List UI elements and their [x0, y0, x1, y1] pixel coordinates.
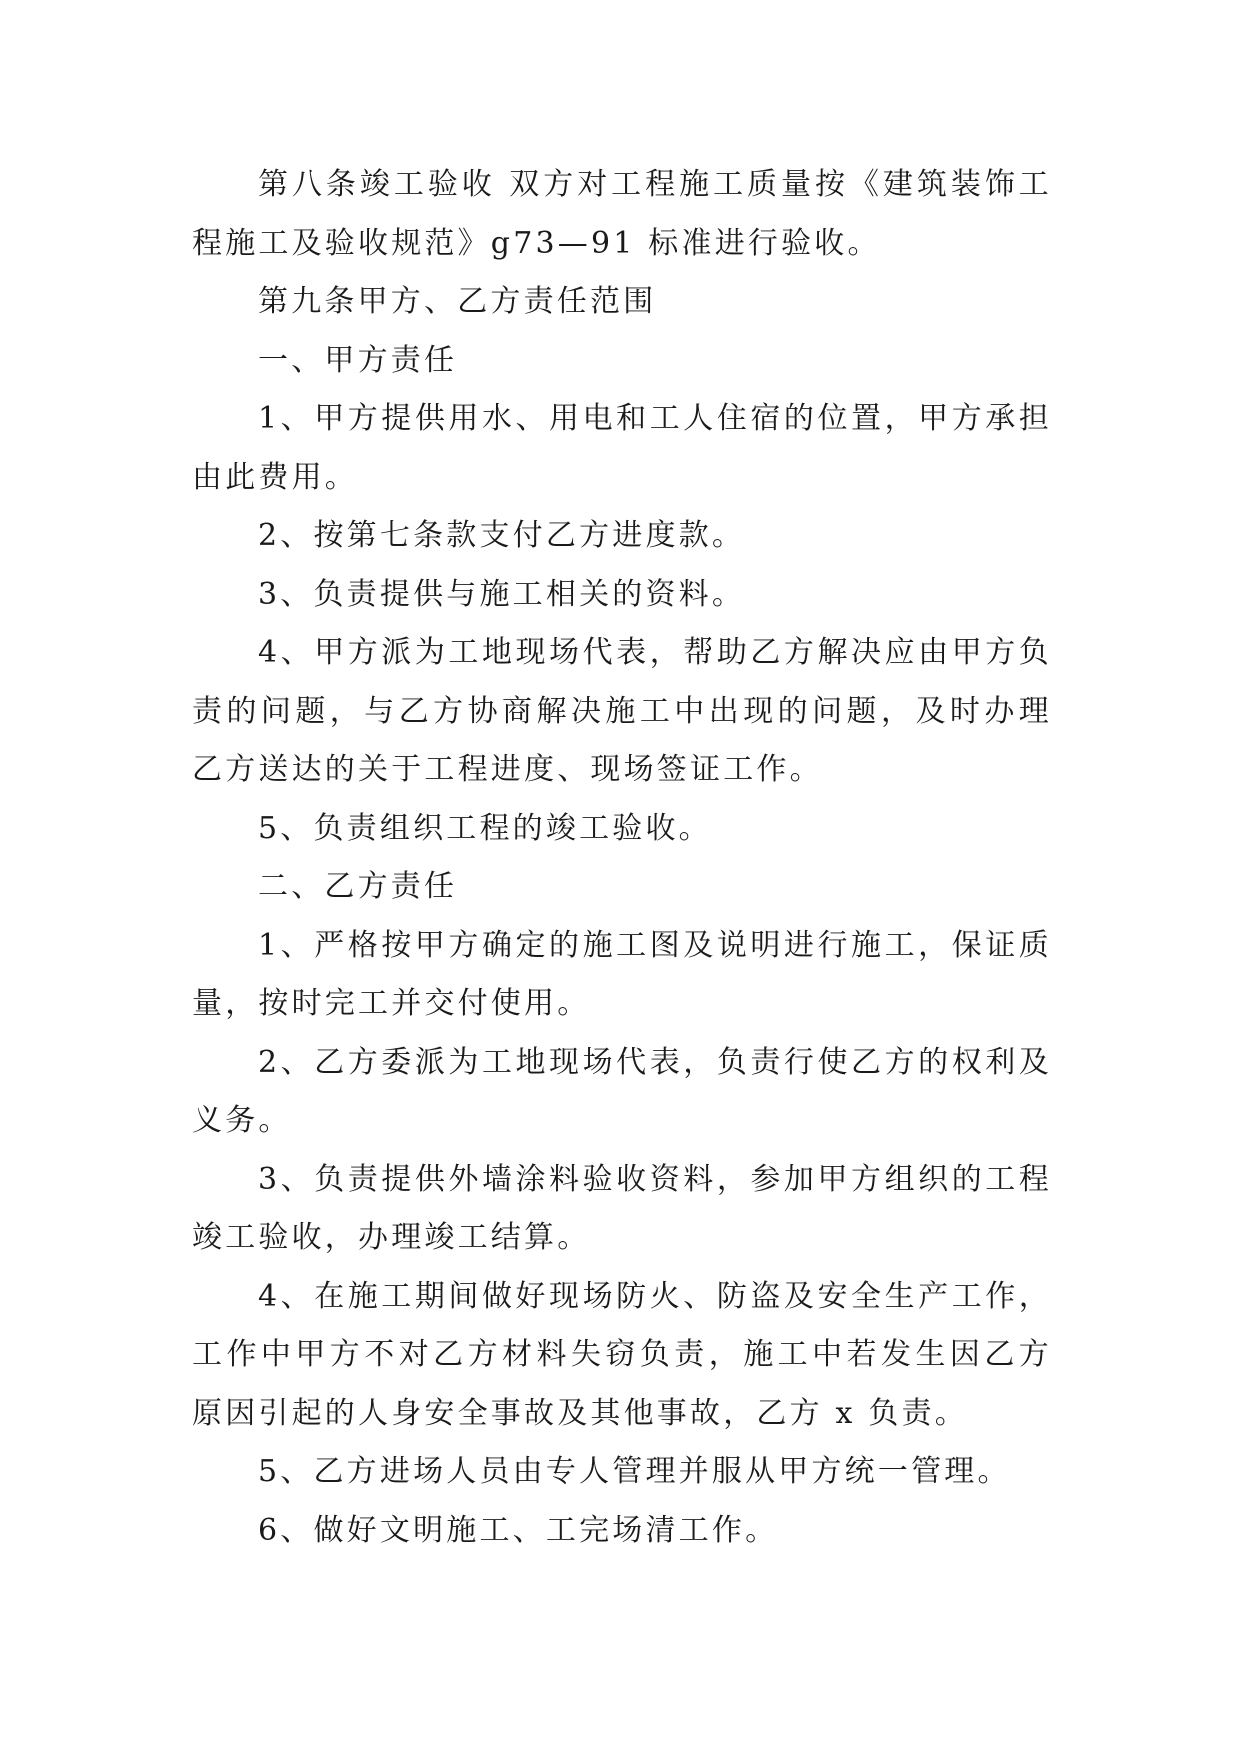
paragraph-party-a-item-5: 5、负责组织工程的竣工验收。	[258, 810, 712, 846]
paragraph-party-b-item-2: 2、乙方委派为工地现场代表，负责行使乙方的权利及义务。	[192, 1044, 1052, 1138]
paragraph-party-b-item-3: 3、负责提供外墙涂料验收资料，参加甲方组织的工程竣工验收，办理竣工结算。	[192, 1161, 1052, 1255]
section-heading-party-a: 一、甲方责任	[258, 342, 458, 378]
paragraph-party-a-item-4: 4、甲方派为工地现场代表，帮助乙方解决应由甲方负责的问题，与乙方协商解决施工中出现的问题，及时办理乙方送达的关于工程进度、现场签证工作。	[192, 635, 1052, 787]
paragraph-party-a-item-1: 1、甲方提供用水、用电和工人住宿的位置，甲方承担由此费用。	[192, 401, 1052, 495]
paragraph-party-a-item-3: 3、负责提供与施工相关的资料。	[258, 576, 746, 612]
document-body	[192, 156, 1052, 1560]
paragraph-party-b-item-5: 5、乙方进场人员由专人管理并服从甲方统一管理。	[258, 1454, 1011, 1489]
paragraph-party-a-item-2: 2、按第七条款支付乙方进度款。	[258, 518, 746, 553]
paragraph-article-9-heading: 第九条甲方、乙方责任范围	[258, 284, 657, 319]
paragraph-article-8: 第八条竣工验收 双方对工程施工质量按《建筑装饰工程施工及验收规范》g73—91 标准进行验收。	[192, 167, 1052, 261]
section-heading-party-b: 二、乙方责任	[258, 869, 458, 904]
paragraph-party-b-item-1: 1、严格按甲方确定的施工图及说明进行施工，保证质量，按时完工并交付使用。	[192, 927, 1052, 1021]
paragraph-party-b-item-4: 4、在施工期间做好现场防火、防盗及安全生产工作，工作中甲方不对乙方材料失窃负责，施工中若发生因乙方原因引起的人身安全事故及其他事故，乙方 x 负责。	[192, 1278, 1052, 1431]
paragraph-party-b-item-6: 6、做好文明施工、工完场清工作。	[258, 1512, 779, 1548]
